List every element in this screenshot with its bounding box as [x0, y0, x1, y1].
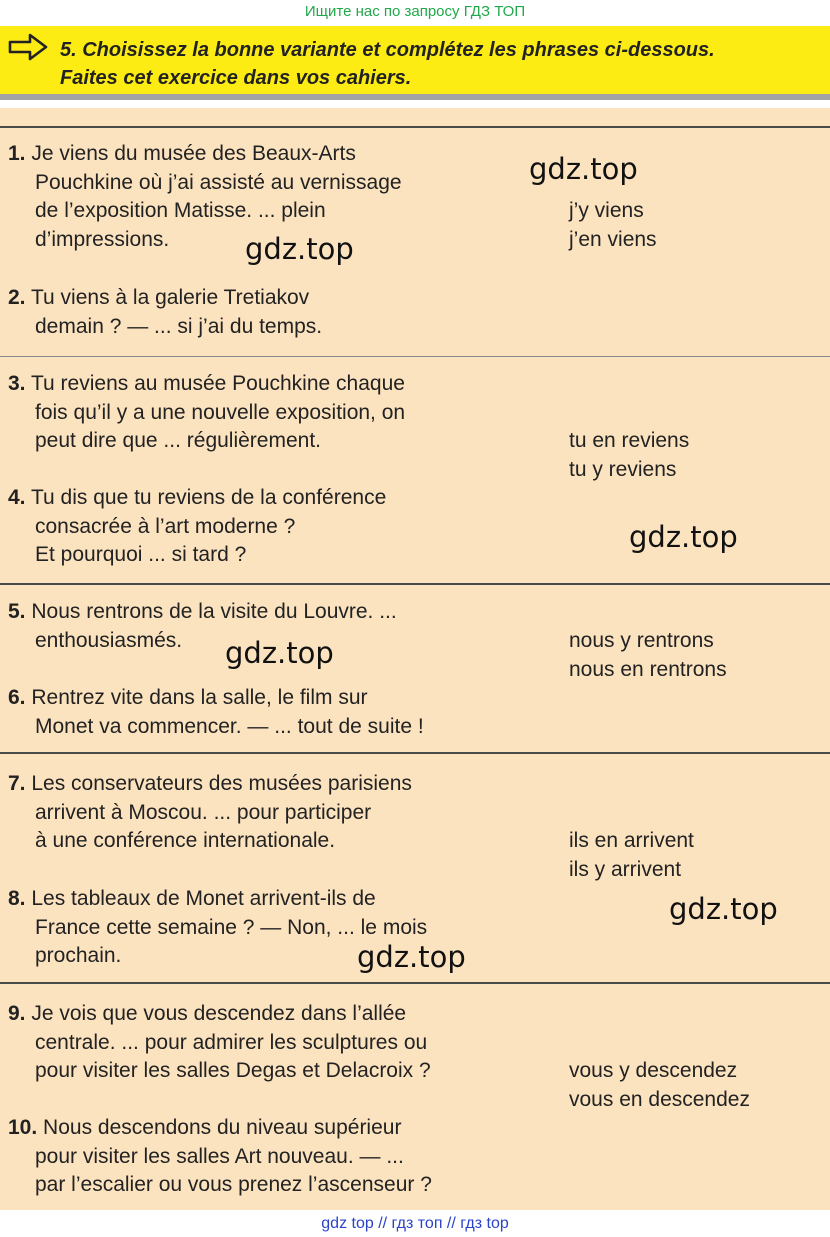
options-group-5 — [569, 1057, 750, 1114]
question-number: 9. — [8, 1002, 26, 1025]
instruction-text — [60, 36, 830, 92]
question-line: Tu dis que tu reviens de la conférence — [30, 486, 387, 509]
option: vous y descendez — [569, 1059, 738, 1082]
watermark: gdz.top — [529, 152, 638, 186]
watermark: gdz.top — [357, 940, 466, 974]
instruction-line-2: Faites cet exercice dans vos cahiers. — [60, 67, 412, 89]
option: tu en reviens — [569, 429, 690, 452]
option: ils y arrivent — [569, 857, 682, 881]
question-6 — [8, 684, 424, 741]
question-line: Monet va commencer. — ... tout de suite ! — [35, 714, 424, 738]
question-number: 7. — [8, 772, 26, 795]
question-number: 10. — [8, 1116, 38, 1139]
question-line: à une conférence internationale. — [35, 829, 336, 853]
question-line: enthousiasmés. — [35, 628, 183, 652]
divider — [0, 982, 830, 984]
question-line: Pouchkine où j’ai assisté au vernissage — [35, 170, 402, 194]
question-number: 1. — [8, 142, 26, 165]
question-number: 3. — [8, 372, 26, 395]
question-line: pour visiter les salles Art nouveau. — ... — [35, 1144, 404, 1168]
question-4 — [8, 484, 386, 570]
question-9 — [8, 1000, 431, 1086]
question-line: arrivent à Moscou. ... pour participer — [35, 800, 372, 824]
question-2 — [8, 284, 322, 341]
top-banner[interactable]: Ищите нас по запросу ГДЗ ТОП — [304, 3, 526, 20]
question-line: France cette semaine ? — Non, ... le mois — [35, 915, 428, 939]
divider — [0, 752, 830, 754]
option: j’y viens — [569, 199, 644, 222]
question-line: demain ? — ... si j’ai du temps. — [35, 314, 323, 338]
option: nous en rentrons — [569, 657, 727, 681]
option: tu y reviens — [569, 457, 677, 481]
question-5 — [8, 598, 397, 655]
option: ils en arrivent — [569, 829, 694, 852]
divider — [0, 356, 830, 357]
watermark: gdz.top — [245, 232, 354, 266]
question-line: prochain. — [35, 944, 122, 968]
instruction-line-1: 5. Choisissez la bonne variante et complétez les phrases ci-dessous. — [60, 39, 715, 61]
options-group-2 — [569, 427, 689, 484]
question-line: fois qu’il y a une nouvelle exposition, on — [35, 400, 406, 424]
divider — [0, 126, 830, 128]
watermark: gdz.top — [225, 636, 334, 670]
question-line: Je viens du musée des Beaux-Arts — [31, 142, 356, 165]
question-line: par l’escalier ou vous prenez l’ascenseur ? — [35, 1173, 432, 1197]
question-line: Les conservateurs des musées parisiens — [31, 772, 412, 795]
question-line: Nous descendons du niveau supérieur — [43, 1116, 402, 1139]
footer-links[interactable]: gdz top // гдз топ // гдз top — [321, 1215, 509, 1232]
question-3 — [8, 370, 405, 456]
question-7 — [8, 770, 412, 856]
question-number: 2. — [8, 286, 26, 309]
watermark: gdz.top — [629, 520, 738, 554]
question-line: Et pourquoi ... si tard ? — [35, 543, 247, 567]
question-line: d’impressions. — [35, 227, 170, 251]
header-divider — [0, 94, 830, 100]
options-group-1 — [569, 197, 657, 254]
question-number: 4. — [8, 486, 26, 509]
question-line: Rentrez vite dans la salle, le film sur — [31, 686, 368, 709]
question-line: peut dire que ... régulièrement. — [35, 429, 322, 453]
watermark: gdz.top — [669, 892, 778, 926]
option: j’en viens — [569, 227, 657, 251]
question-line: Nous rentrons de la visite du Louvre. ... — [31, 600, 397, 623]
question-number: 8. — [8, 887, 26, 910]
divider — [0, 583, 830, 585]
question-number: 6. — [8, 686, 26, 709]
question-line: Je vois que vous descendez dans l’allée — [31, 1002, 407, 1025]
options-group-4 — [569, 827, 694, 884]
question-line: Tu viens à la galerie Tretiakov — [30, 286, 310, 309]
question-line: Tu reviens au musée Pouchkine chaque — [30, 372, 405, 395]
options-group-3 — [569, 627, 727, 684]
option: vous en descendez — [569, 1087, 750, 1111]
option: nous y rentrons — [569, 629, 714, 652]
question-10 — [8, 1114, 432, 1200]
question-number: 5. — [8, 600, 26, 623]
question-line: centrale. ... pour admirer les sculptures ou — [35, 1030, 428, 1054]
question-line: consacrée à l’art moderne ? — [35, 514, 296, 538]
arrow-right-icon — [6, 32, 50, 62]
question-line: de l’exposition Matisse. ... plein — [35, 199, 326, 223]
question-line: Les tableaux de Monet arrivent-ils de — [31, 887, 376, 910]
question-line: pour visiter les salles Degas et Delacroix ? — [35, 1059, 431, 1083]
